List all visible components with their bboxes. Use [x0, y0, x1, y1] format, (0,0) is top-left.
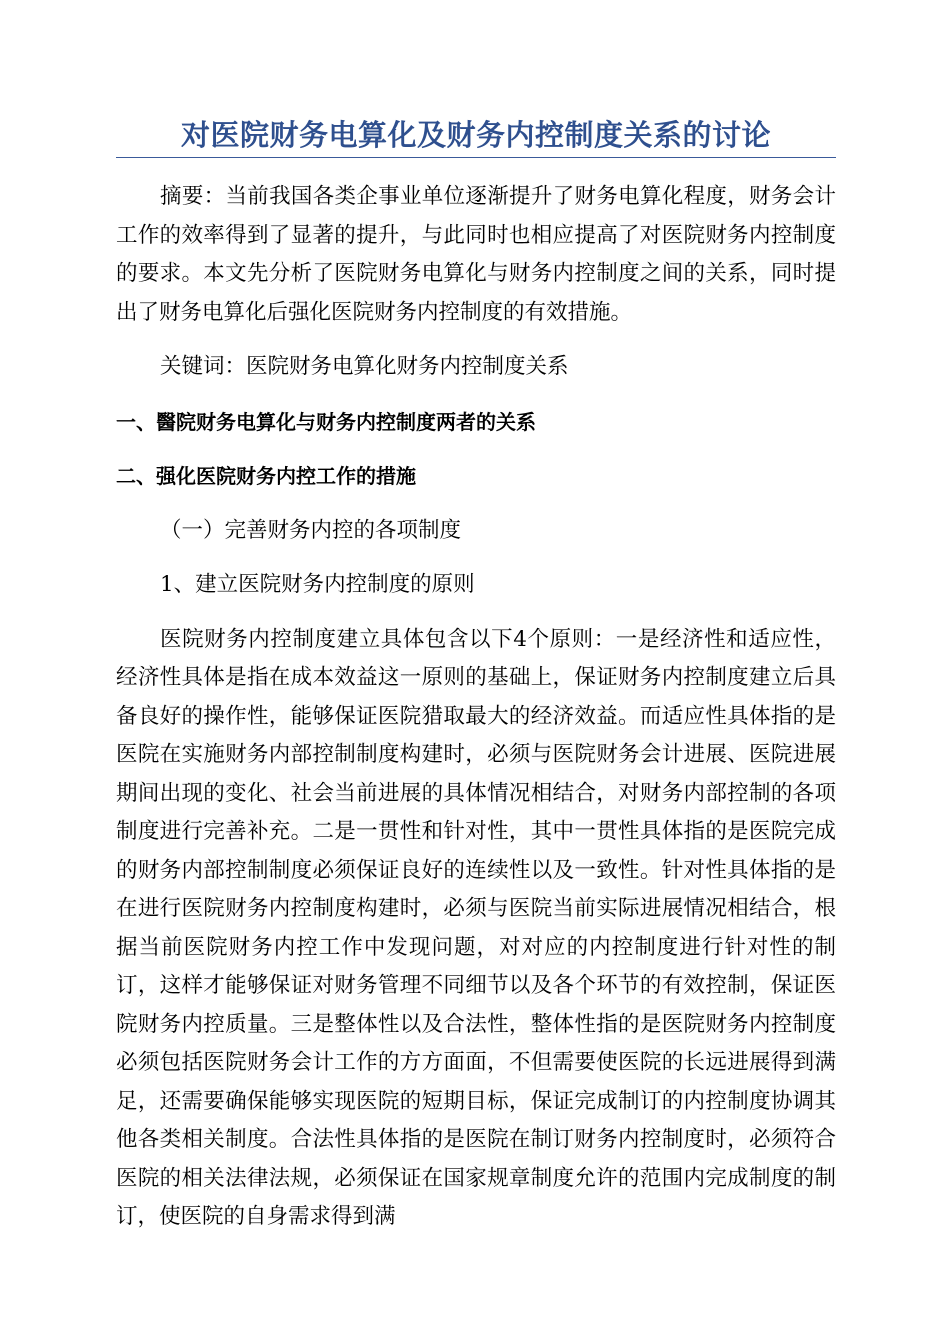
- document-page: [116, 100, 836, 1237]
- section-heading-2: 二、强化医院财务内控工作的措施: [116, 464, 416, 488]
- subsection-heading-1: （一）完善财务内控的各项制度: [160, 517, 462, 543]
- subsection-heading-2: 1、建立医院财务内控制度的原则: [160, 572, 475, 597]
- document-title: 对医院财务电算化及财务内控制度关系的讨论: [180, 118, 771, 152]
- title-underline: [116, 157, 836, 158]
- body-paragraph: 医院财务内控制度建立具体包含以下4个原则：一是经济性和适应性，经济性具体是指在成本效益这一原则的基础上，保证财务内控制度建立后具备良好的操作性，能够保证医院猎取最大的经济效益。而适应性具体指的是医院在实施财务内部控制制度构建时，必须与医院财务会计进展、医院进展期间出现的变化、社会当前进展的具体情况相结合，对财务内部控制的各项制度进行完善补充。二是一贯性和针对性，其中一贯性具体指的是医院完成的财务内部控制制度必须保证良好的连续性以及一致性。针对性具体指的是在进行医院财务内控制度构建时，必须与医院当前实际进展情况相结合，根据当前医院财务内控工作中发现问题，对对应的内控制度进行针对性的制订，这样才能够保证对财务管理不同细节以及各个环节的有效控制，保证医院财务内控质量。三是整体性以及合法性，整体性指的是医院财务内控制度必须包括医院财务会计工作的方方面面，不但需要使医院的长远进展得到满足，还需要确保能够实现医院的短期目标，保证完成制订的内控制度协调其他各类相关制度。合法性具体指的是医院在制订财务内控制度时，必须符合医院的相关法律法规，必须保证在国家规章制度允许的范围内完成制度的制订，使医院的自身需求得到满: [116, 626, 836, 1229]
- section-heading-1: 一、醫院财务电算化与财务内控制度两者的关系: [116, 409, 536, 434]
- keywords-line: 关键词：医院财务电算化财务内控制度关系: [160, 354, 569, 379]
- abstract-paragraph: 摘要：当前我国各类企事业单位逐渐提升了财务电算化程度，财务会计工作的效率得到了显著的提升，与此同时也相应提高了对医院财务内控制度的要求。本文先分析了医院财务电算化与财务内控制度之间的关系，同时提出了财务电算化后强化医院财务内控制度的有效措施。: [116, 184, 836, 325]
